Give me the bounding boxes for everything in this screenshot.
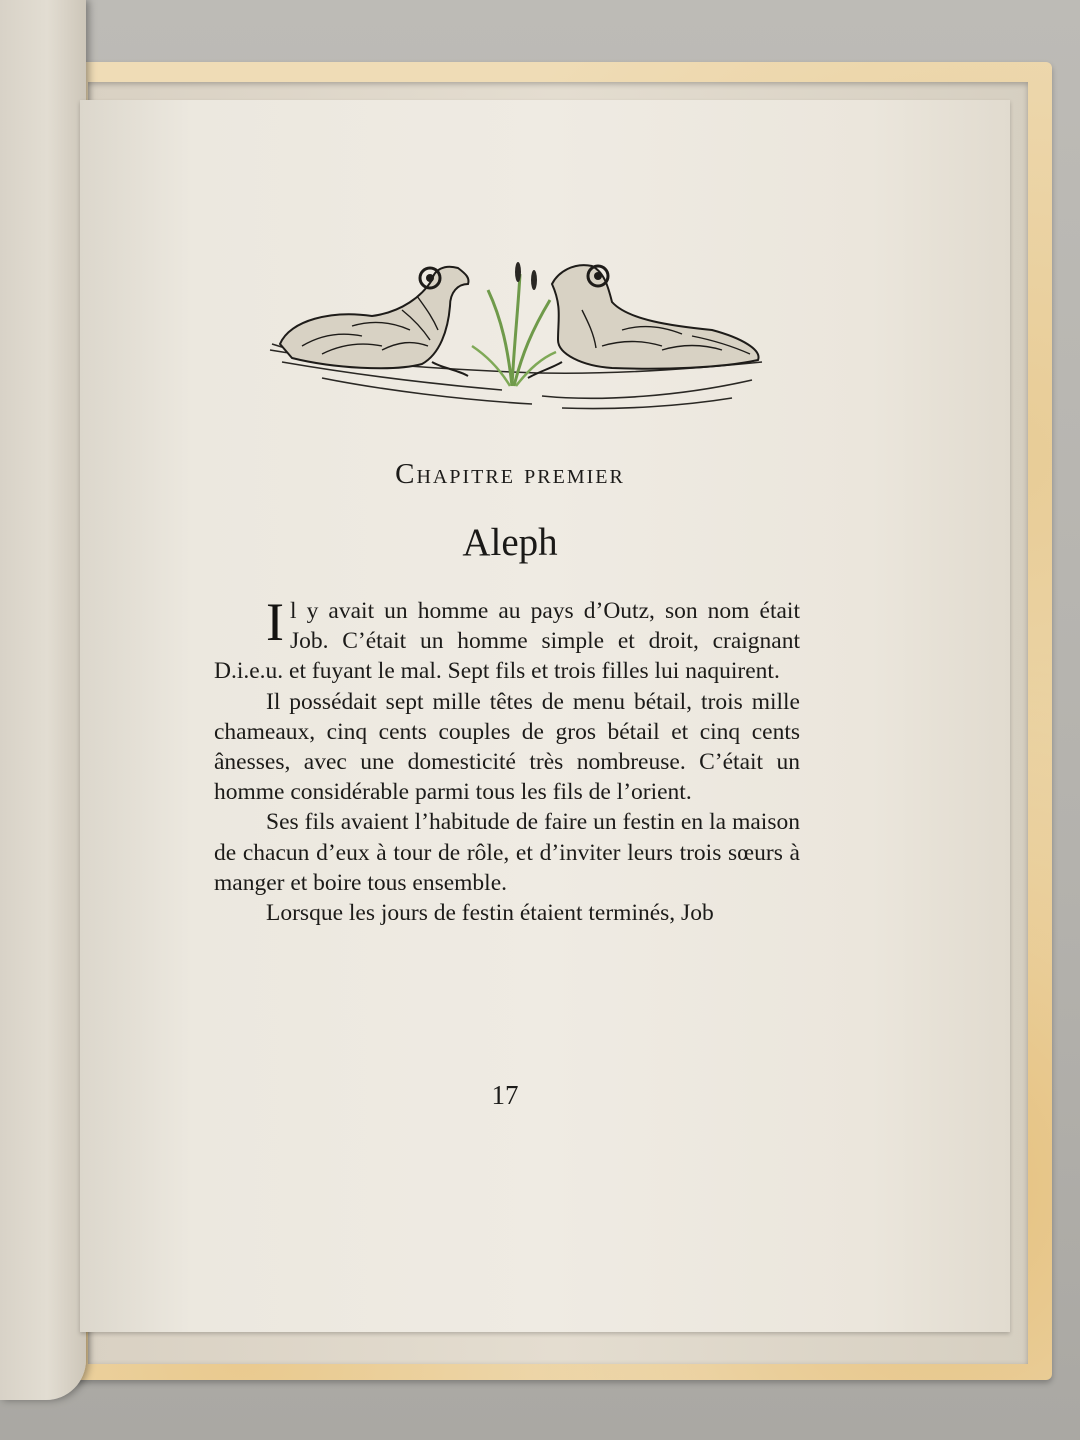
paragraph-1-text: l y avait un homme au pays d’Outz, son nom était Job. C’était un homme simple et droit, craignant D.i.e.u. et fuyant le mal. Sept fils et trois filles lui naquirent.	[214, 598, 800, 685]
paragraph-2: Il possédait sept mille têtes de menu bétail, trois mille chameaux, cinq cents couples de gros bétail et cinq cents ânesses, avec une domesticité très nombreuse. C’était un homme considérable parmi tous les fils de l’orient.	[214, 688, 800, 806]
left-ram	[280, 267, 469, 376]
drop-cap: I	[266, 592, 284, 652]
paragraph-3: Ses fils avaient l’habitude de faire un festin en la maison de chacun d’eux à tour de rôle, et d’inviter leurs trois sœurs à manger et boire tous ensemble.	[214, 809, 800, 896]
body-text	[214, 592, 800, 928]
reeds	[472, 262, 556, 386]
chapter-heading: Chapitre premier	[395, 458, 625, 490]
chapter-title: Aleph	[462, 521, 558, 564]
right-ram	[528, 265, 759, 378]
page-number: 17	[491, 1080, 519, 1110]
rams-illustration	[262, 250, 772, 415]
paragraph-1	[214, 592, 800, 687]
left-page-edge	[0, 0, 86, 1400]
paragraph-4: Lorsque les jours de festin étaient terminés, Job	[266, 900, 714, 927]
